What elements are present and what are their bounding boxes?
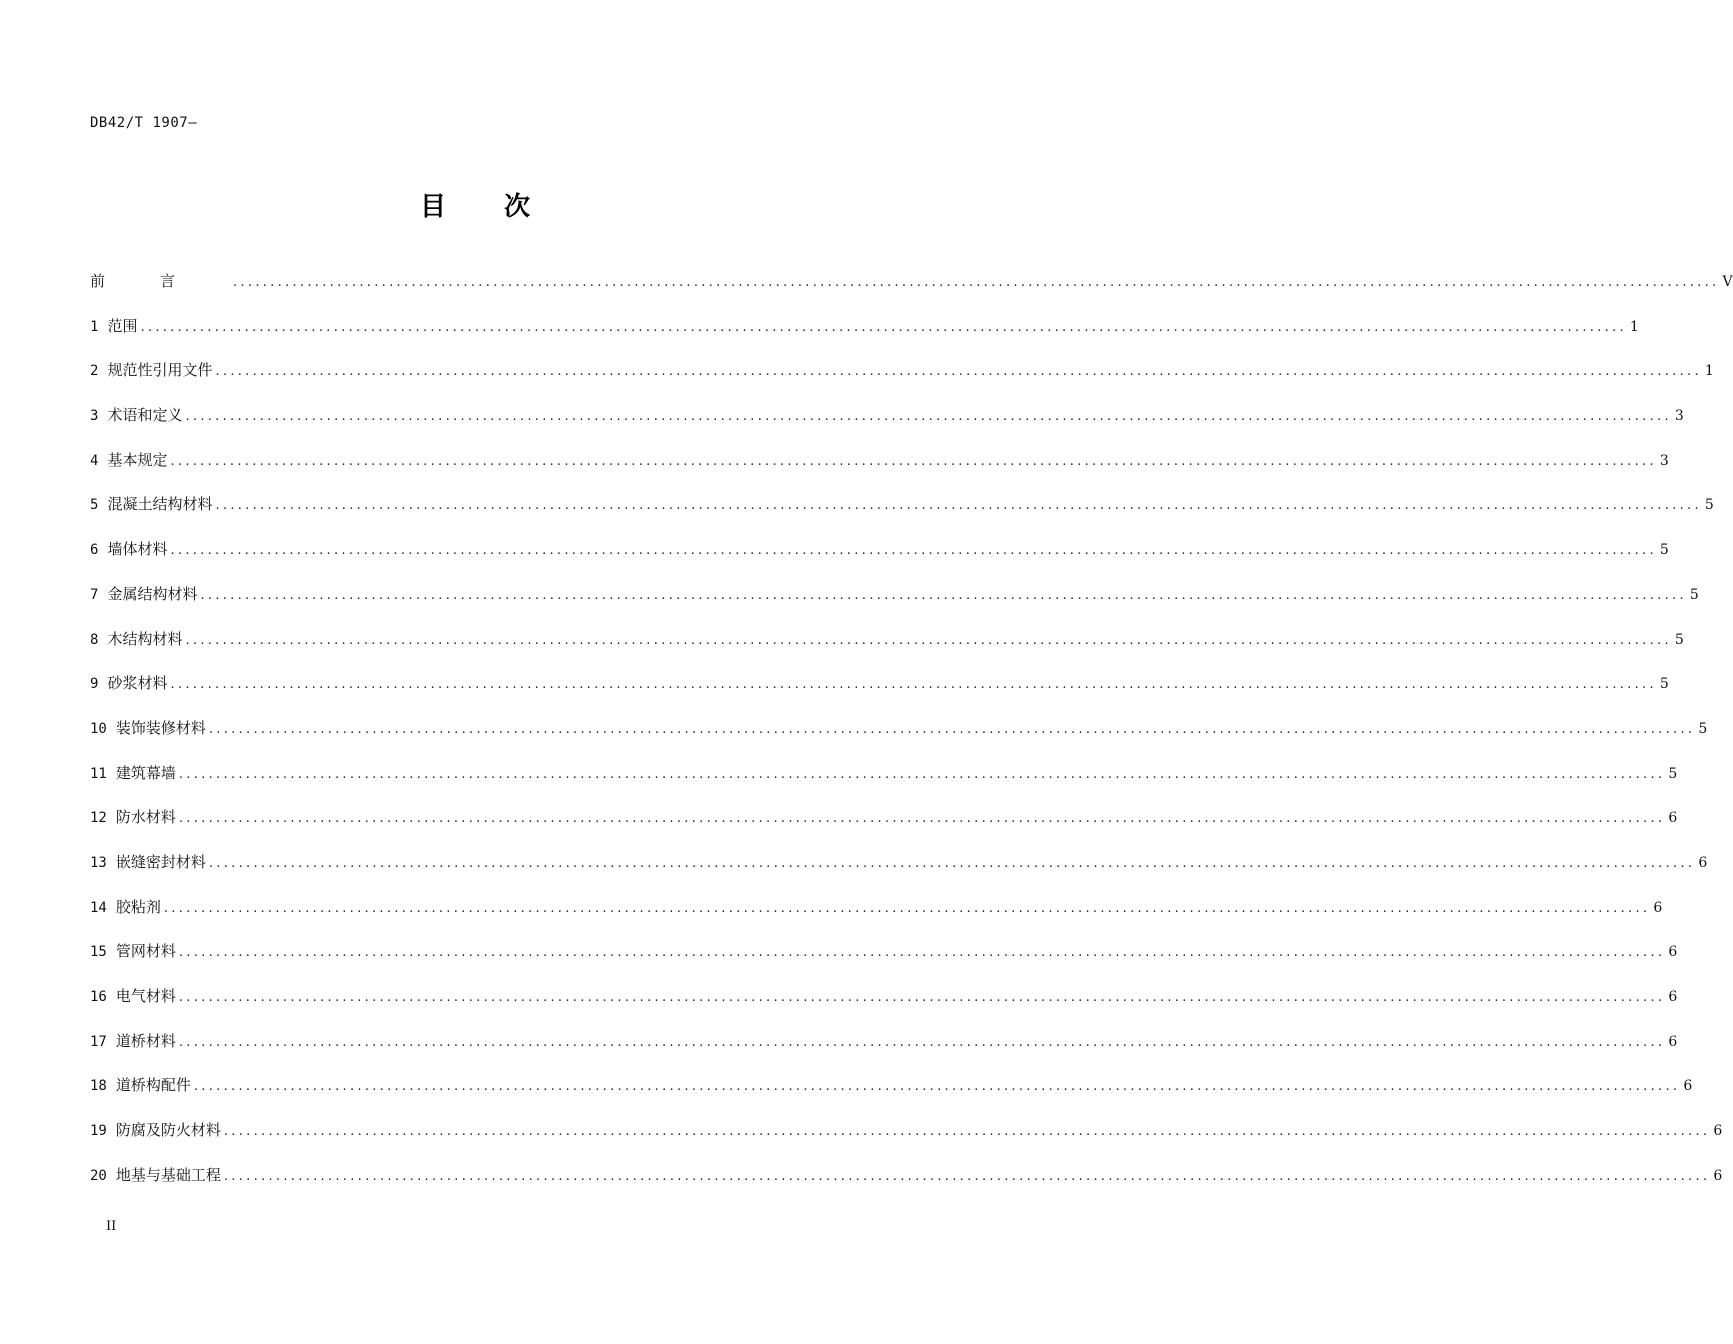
toc-entry-title: 管网材料 bbox=[115, 942, 176, 961]
toc-dot-leader: ........................................................................................................................................................................................................ bbox=[223, 1124, 1711, 1140]
toc-entry[interactable] bbox=[90, 1119, 1723, 1164]
toc-entry-title: 砂浆材料 bbox=[107, 674, 168, 693]
toc-entry[interactable] bbox=[90, 628, 1684, 673]
toc-entry[interactable] bbox=[90, 404, 1684, 449]
toc-entry[interactable] bbox=[90, 1074, 1693, 1119]
toc-entry-number: 20 bbox=[90, 1167, 107, 1184]
toc-entry[interactable] bbox=[90, 806, 1678, 851]
toc-entry[interactable] bbox=[90, 1030, 1678, 1075]
toc-entry-page: 6 bbox=[1713, 1123, 1723, 1140]
toc-entry[interactable] bbox=[90, 315, 1639, 360]
toc-entry-page: 3 bbox=[1674, 408, 1684, 425]
toc-entry-page: 5 bbox=[1698, 720, 1708, 737]
toc-entry-title: 墙体材料 bbox=[107, 540, 168, 559]
toc-entry-page: 5 bbox=[1689, 586, 1699, 603]
toc-entry-title: 道桥材料 bbox=[115, 1031, 176, 1050]
toc-entry[interactable] bbox=[90, 851, 1708, 896]
toc-entry-title: 装饰装修材料 bbox=[115, 718, 206, 737]
toc-entry-number: 12 bbox=[90, 810, 107, 827]
toc-dot-leader: ........................................................................................................................................................................................................ bbox=[178, 766, 1666, 782]
toc-entry-title: 前言 bbox=[90, 272, 231, 290]
toc-entry-number: 6 bbox=[90, 542, 99, 559]
document-code: DB42/T 1907— bbox=[90, 115, 198, 131]
toc-entry-title: 建筑幕墙 bbox=[115, 763, 176, 782]
toc-entry-page: 5 bbox=[1668, 765, 1678, 782]
toc-dot-leader: ........................................................................................................................................................................................................ bbox=[178, 945, 1666, 961]
toc-dot-leader: ........................................................................................................................................................................................................ bbox=[215, 364, 1702, 380]
toc-entry-title: 基本规定 bbox=[107, 450, 168, 469]
toc-dot-leader: ........................................................................................................................................................................................................ bbox=[223, 1168, 1711, 1184]
toc-dot-leader: ........................................................................................................................................................................................................ bbox=[208, 721, 1696, 737]
toc-entry-page: 6 bbox=[1698, 854, 1708, 871]
toc-entry-page: 6 bbox=[1668, 944, 1678, 961]
toc-entry[interactable] bbox=[90, 270, 1733, 315]
toc-entry-title: 胶粘剂 bbox=[115, 897, 161, 916]
toc-entry-number: 16 bbox=[90, 989, 107, 1005]
toc-entry-page: 5 bbox=[1704, 497, 1714, 514]
toc-entry-number: 8 bbox=[90, 631, 99, 648]
toc-entry-number: 4 bbox=[90, 452, 99, 469]
toc-entry[interactable] bbox=[90, 583, 1699, 628]
toc-entry-title: 道桥构配件 bbox=[115, 1076, 191, 1095]
toc-dot-leader: ........................................................................................................................................................................................................ bbox=[215, 498, 1702, 514]
toc-entry-title: 木结构材料 bbox=[107, 629, 183, 648]
toc-entry-title: 嵌缝密封材料 bbox=[115, 852, 206, 871]
title-char-right: 次 bbox=[504, 192, 531, 222]
toc-entry-number: 2 bbox=[90, 363, 99, 380]
toc-entry-title: 术语和定义 bbox=[107, 406, 183, 425]
toc-dot-leader: ........................................................................................................................................................................................................ bbox=[178, 1034, 1666, 1050]
toc-entry[interactable] bbox=[90, 672, 1669, 717]
toc-entry-title: 电气材料 bbox=[115, 987, 176, 1005]
toc-entry[interactable] bbox=[90, 896, 1663, 941]
toc-entry-page: 6 bbox=[1713, 1167, 1723, 1184]
toc-dot-leader: ........................................................................................................................................................................................................ bbox=[193, 1079, 1681, 1095]
toc-entry-title: 金属结构材料 bbox=[107, 584, 198, 603]
toc-entry-number: 10 bbox=[90, 720, 107, 737]
toc-entry-title: 防腐及防火材料 bbox=[115, 1121, 221, 1140]
toc-entry-page: 6 bbox=[1653, 899, 1663, 916]
toc-entry-number: 1 bbox=[90, 318, 99, 335]
toc-entry-number: 18 bbox=[90, 1078, 107, 1095]
toc-entry-number: 19 bbox=[90, 1123, 107, 1140]
toc-entry-number: 13 bbox=[90, 854, 107, 871]
toc-dot-leader: ........................................................................................................................................................................................................ bbox=[178, 990, 1666, 1005]
toc-entry-page: 6 bbox=[1668, 810, 1678, 827]
toc-entry-page: 5 bbox=[1674, 631, 1684, 648]
toc-entry-page: 5 bbox=[1659, 542, 1669, 559]
toc-entry-page: 3 bbox=[1659, 452, 1669, 469]
toc-entry[interactable] bbox=[90, 717, 1708, 762]
toc-entry[interactable] bbox=[90, 359, 1714, 404]
toc-dot-leader: ........................................................................................................................................................................................................ bbox=[185, 632, 1672, 648]
toc-dot-leader: ........................................................................................................................................................................................................ bbox=[200, 587, 1687, 603]
toc-entry-title: 地基与基础工程 bbox=[115, 1165, 221, 1184]
toc-entry-title: 范围 bbox=[107, 316, 138, 335]
toc-entry[interactable] bbox=[90, 762, 1678, 807]
toc-dot-leader: ........................................................................................................................................................................................................ bbox=[233, 275, 1720, 290]
page-number: II bbox=[106, 1219, 117, 1234]
toc-entry-number: 15 bbox=[90, 944, 107, 961]
toc-dot-leader: ........................................................................................................................................................................................................ bbox=[178, 811, 1666, 827]
toc-entry-number: 17 bbox=[90, 1033, 107, 1050]
toc-entry-title: 规范性引用文件 bbox=[107, 361, 213, 380]
toc-entry-title: 混凝土结构材料 bbox=[107, 495, 213, 514]
toc-dot-leader: ........................................................................................................................................................................................................ bbox=[163, 900, 1651, 916]
toc-entry-page: 1 bbox=[1629, 318, 1639, 335]
toc-dot-leader: ........................................................................................................................................................................................................ bbox=[140, 319, 1627, 335]
toc-entry-page: V bbox=[1722, 274, 1733, 290]
toc-entry-number: 5 bbox=[90, 497, 99, 514]
toc-entry[interactable] bbox=[90, 940, 1678, 985]
toc-dot-leader: ........................................................................................................................................................................................................ bbox=[185, 409, 1672, 425]
toc-entry[interactable] bbox=[90, 493, 1714, 538]
toc-dot-leader: ........................................................................................................................................................................................................ bbox=[208, 855, 1696, 871]
toc-entry-page: 5 bbox=[1659, 676, 1669, 693]
toc-entry[interactable] bbox=[90, 1164, 1723, 1209]
toc-dot-leader: ........................................................................................................................................................................................................ bbox=[170, 543, 1657, 559]
toc-entry[interactable] bbox=[90, 538, 1669, 583]
toc-dot-leader: ........................................................................................................................................................................................................ bbox=[170, 453, 1657, 469]
toc-entry-page: 6 bbox=[1683, 1078, 1693, 1095]
toc-entry-page: 6 bbox=[1668, 1033, 1678, 1050]
toc-entry-title: 防水材料 bbox=[115, 808, 176, 827]
toc-entry-number: 3 bbox=[90, 408, 99, 425]
toc-entry-page: 6 bbox=[1668, 989, 1678, 1005]
title-char-left: 目 bbox=[419, 192, 446, 222]
toc-entry[interactable] bbox=[90, 449, 1669, 494]
toc-entry-number: 7 bbox=[90, 586, 99, 603]
toc-entry-number: 9 bbox=[90, 676, 99, 693]
page-title bbox=[0, 186, 950, 223]
toc-entry-number: 14 bbox=[90, 899, 107, 916]
toc-entry-number: 11 bbox=[90, 765, 107, 782]
toc-dot-leader: ........................................................................................................................................................................................................ bbox=[170, 677, 1657, 693]
table-of-contents bbox=[90, 270, 1733, 1208]
toc-entry-page: 1 bbox=[1704, 363, 1714, 380]
toc-entry[interactable] bbox=[90, 985, 1678, 1030]
